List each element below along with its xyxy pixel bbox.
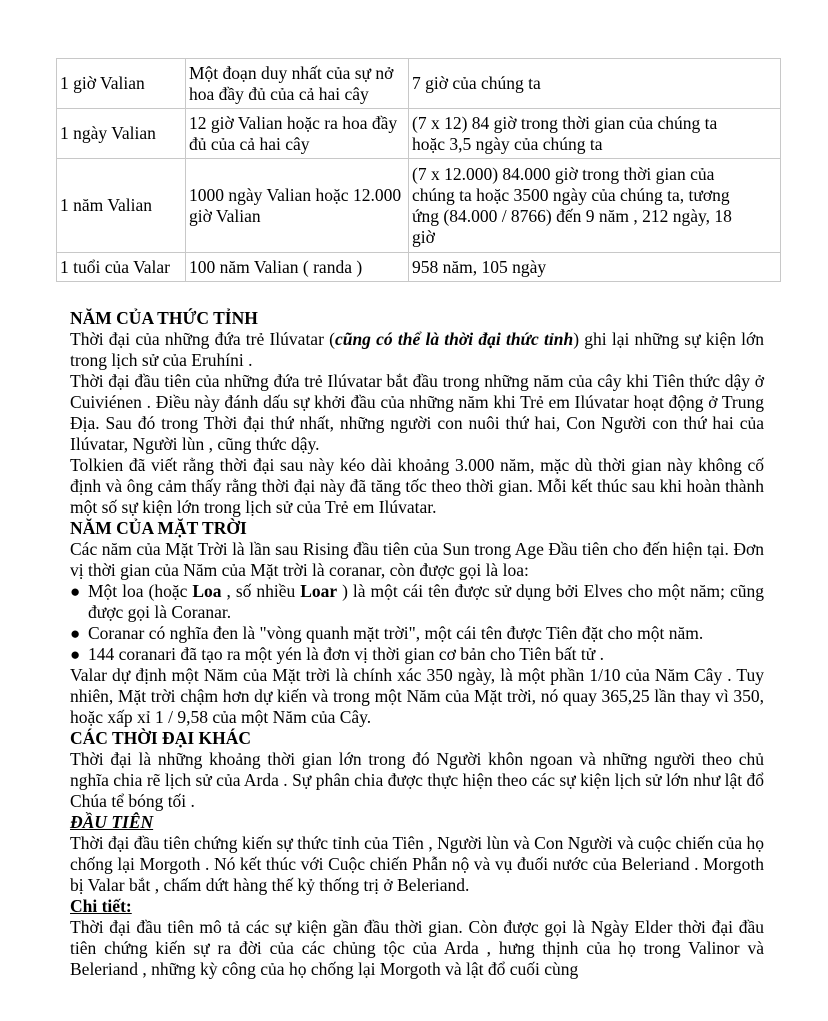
- table-cell: (7 x 12.000) 84.000 giờ trong thời gian của chúng ta hoặc 3500 ngày của chúng ta, tương ứng (84.000 / 8766) đến 9 năm , 212 ngày, 18 giờ: [409, 159, 781, 253]
- document-body: [70, 308, 764, 980]
- paragraph: Tolkien đã viết rằng thời đại sau này kéo dài khoảng 3.000 năm, mặc dù thời gian này không cố định và ông cảm thấy rằng thời đại này đã tăng tốc theo thời gian. Mỗi kết thúc sau khi hoàn thành một số sự kiện lớn trong lịch sử của Trẻ em Ilúvatar.: [70, 455, 764, 517]
- paragraph: Thời đại đầu tiên của những đứa trẻ Ilúvatar bắt đầu trong những năm của cây khi Tiên thức dậy ở Cuiviénen . Điều này đánh dấu sự khởi đầu của những năm khi Trẻ em Ilúvatar hoạt động ở Trung Địa. Sau đó trong Thời đại thứ nhất, những người con nuôi thứ hai, Con Người con thứ hai của Ilúvatar, Người lùn , cũng thức dậy.: [70, 371, 764, 454]
- time-units-table: [56, 58, 781, 282]
- section-heading: CÁC THỜI ĐẠI KHÁC: [70, 728, 252, 748]
- section-heading: NĂM CỦA MẶT TRỜI: [70, 518, 247, 538]
- table-cell: 1000 ngày Valian hoặc 12.000 giờ Valian: [186, 159, 409, 253]
- table-cell: 7 giờ của chúng ta: [409, 59, 781, 109]
- table-row: [57, 59, 781, 109]
- table-cell: 1 ngày Valian: [57, 109, 186, 159]
- table-cell: 1 giờ Valian: [57, 59, 186, 109]
- table-cell: 1 năm Valian: [57, 159, 186, 253]
- section-heading: NĂM CỦA THỨC TỈNH: [70, 308, 258, 328]
- table-cell: 1 tuổi của Valar: [57, 253, 186, 282]
- paragraph: Thời đại đầu tiên chứng kiến sự thức tỉnh của Tiên , Người lùn và Con Người và cuộc chiến của họ chống lại Morgoth . Nó kết thúc với Cuộc chiến Phẫn nộ và vụ đuối nước của Beleriand . Morgoth bị Valar bắt , chấm dứt hàng thế kỷ thống trị ở Beleriand.: [70, 833, 764, 895]
- table-cell: Một đoạn duy nhất của sự nở hoa đầy đủ của cả hai cây: [186, 59, 409, 109]
- paragraph: Các năm của Mặt Trời là lần sau Rising đầu tiên của Sun trong Age Đầu tiên cho đến hiện tại. Đơn vị thời gian của Năm của Mặt trời là coranar, còn được gọi là loa:: [70, 539, 764, 580]
- subsection-heading: Chi tiết:: [70, 896, 132, 916]
- table-row: [57, 109, 781, 159]
- list-item: ● Một loa (hoặc Loa , số nhiều Loar ) là một cái tên được sử dụng bởi Elves cho một năm; cũng được gọi là Coranar.: [70, 581, 764, 622]
- bullet-icon: ●: [70, 645, 81, 664]
- table-cell: 12 giờ Valian hoặc ra hoa đầy đủ của cả hai cây: [186, 109, 409, 159]
- paragraph: Thời đại là những khoảng thời gian lớn trong đó Người khôn ngoan và những người theo chủ nghĩa chia rẽ lịch sử của Arda . Sự phân chia được thực hiện theo các sự kiện lịch sử lớn như lật đổ Chúa tể bóng tối .: [70, 749, 764, 811]
- paragraph: Thời đại của những đứa trẻ Ilúvatar (cũng có thể là thời đại thức tỉnh) ghi lại những sự kiện lớn trong lịch sử của Eruhíni .: [70, 329, 764, 370]
- table-cell: 958 năm, 105 ngày: [409, 253, 781, 282]
- subsection-heading: ĐẦU TIÊN: [70, 812, 154, 832]
- bullet-icon: ●: [70, 624, 81, 643]
- table-cell: (7 x 12) 84 giờ trong thời gian của chúng ta hoặc 3,5 ngày của chúng ta: [409, 109, 781, 159]
- table-row: [57, 159, 781, 253]
- table-cell: 100 năm Valian ( randa ): [186, 253, 409, 282]
- list-item: ● Coranar có nghĩa đen là "vòng quanh mặt trời", một cái tên được Tiên đặt cho một năm.: [70, 623, 704, 643]
- table-row: [57, 253, 781, 282]
- list-item: ● 144 coranari đã tạo ra một yén là đơn vị thời gian cơ bản cho Tiên bất tử .: [70, 644, 604, 664]
- paragraph: Thời đại đầu tiên mô tả các sự kiện gần đầu thời gian. Còn được gọi là Ngày Elder thời đại đầu tiên chứng kiến sự ra đời của các chủng tộc của Arda , hưng thịnh của họ trong Valinor và Beleriand , những kỳ công của họ chống lại Morgoth và lật đổ cuối cùng: [70, 917, 764, 979]
- paragraph: Valar dự định một Năm của Mặt trời là chính xác 350 ngày, là một phần 1/10 của Năm Cây . Tuy nhiên, Mặt trời chậm hơn dự kiến và trong một Năm của Mặt trời, nó quay 365,25 lần thay vì 350, hoặc xấp xỉ 1 / 9,58 của một Năm của Cây.: [70, 665, 764, 727]
- bullet-icon: ●: [70, 582, 81, 601]
